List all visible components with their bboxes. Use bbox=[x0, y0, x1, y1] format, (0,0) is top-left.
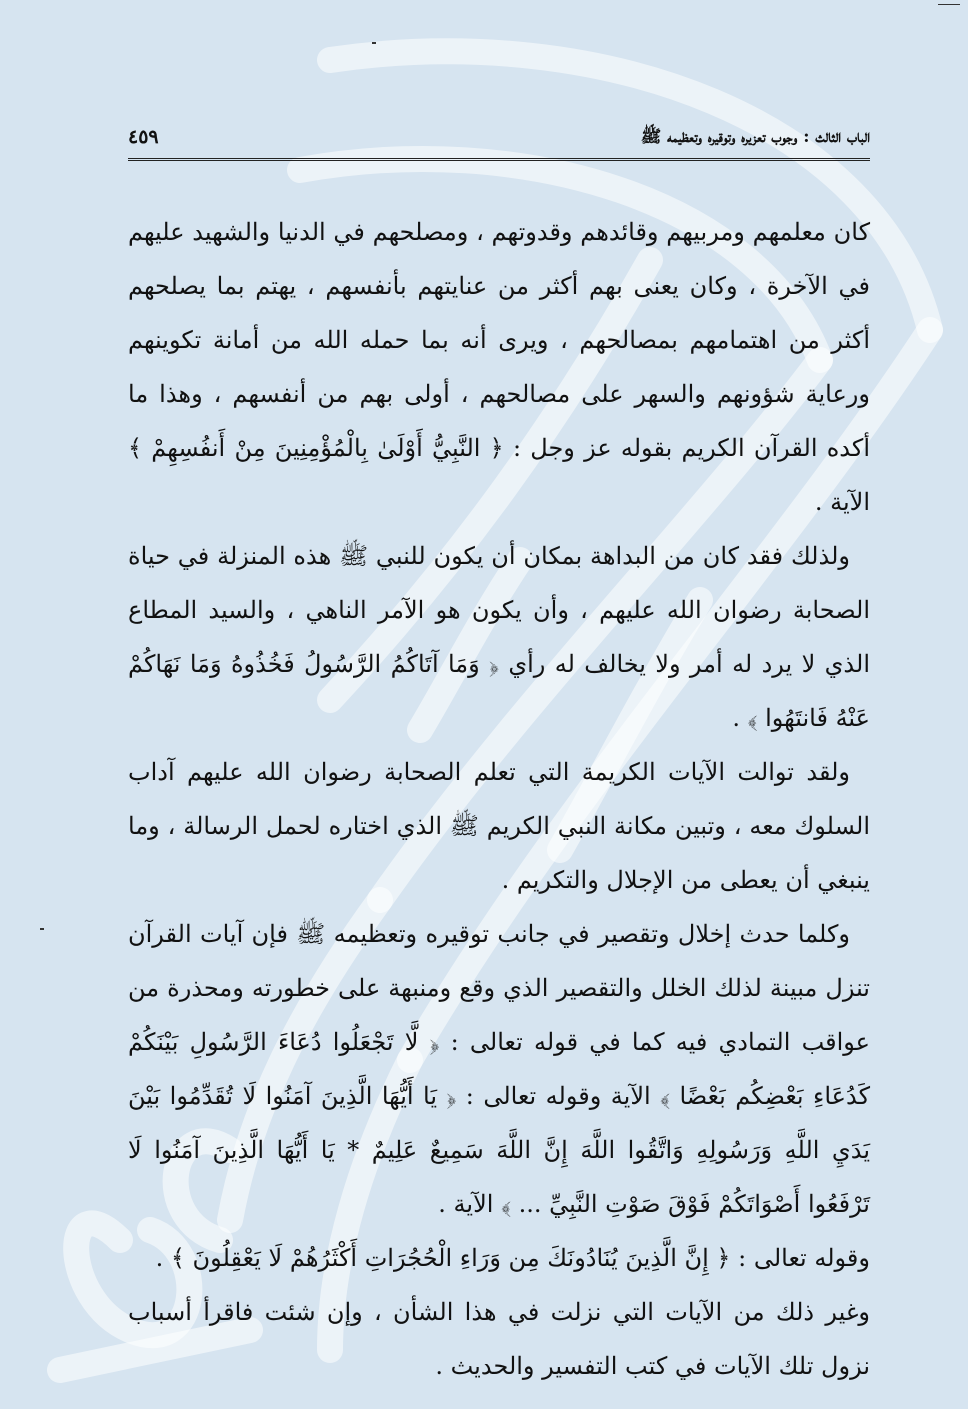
paragraph: كان معلمهم ومربيهم وقائدهم وقدوتهم ، ومصلحهم في الدنيا والشهيد عليهم في الآخرة ، وكان يعنى بهم أكثر من عنايتهم بأنفسهم ، يهتم بما يصلحهم أكثر من اهتمامهم بمصالحهم ، ويرى أنه بما حمله الله من أمانة تكوينهم ورعاية شؤونهم والسهر على مصالحهم ، أولى بهم من أنفسهم ، وهذا ما أكده القرآن الكريم بقوله عز وجل : ﴿ النَّبِيُّ أَوْلَىٰ بِالْمُؤْمِنِينَ مِنْ أَنفُسِهِمْ ﴾ الآية . bbox=[128, 218, 870, 516]
running-header bbox=[128, 118, 870, 158]
paragraph: وغير ذلك من الآيات التي نزلت في هذا الشأن ، وإن شئت فاقرأ أسباب نزول تلك الآيات في كتب التفسير والحديث . bbox=[128, 1298, 870, 1380]
scan-mark bbox=[40, 928, 44, 930]
scan-mark bbox=[372, 42, 376, 44]
header-divider bbox=[128, 158, 870, 161]
page-number: ٤٥٩ bbox=[128, 126, 159, 148]
paragraph: وقوله تعالى : ﴿ إِنَّ الَّذِينَ يُنَادُونَكَ مِن وَرَاءِ الْحُجُرَاتِ أَكْثَرُهُمْ لَا يَعْقِلُونَ ﴾ . bbox=[155, 1244, 870, 1272]
corner-mark bbox=[938, 4, 960, 5]
paragraph: ولقد توالت الآيات الكريمة التي تعلم الصحابة رضوان الله عليهم آداب السلوك معه ، وتبين مكانة النبي الكريم ﷺ الذي اختاره لحمل الرسالة ، وما ينبغي أن يعطى من الإجلال والتكريم . bbox=[128, 758, 870, 894]
chapter-title: الباب الثالث : وجوب تعزيره وتوقيره وتعظيمه ﷺ bbox=[640, 127, 870, 147]
body-text bbox=[128, 205, 870, 1393]
paragraph: وكلما حدث إخلال وتقصير في جانب توقيره وتعظيمه ﷺ فإن آيات القرآن تنزل مبينة لذلك الخلل والتقصير الذي وقع ومنبهة على خطورته ومحذرة من عواقب التمادي فيه كما في قوله تعالى : ﴿ لَّا تَجْعَلُوا دُعَاءَ الرَّسُولِ بَيْنَكُمْ كَدُعَاءِ بَعْضِكُم بَعْضًا ﴾ الآية وقوله تعالى : ﴿ يَا أَيُّهَا الَّذِينَ آمَنُوا لَا تُقَدِّمُوا بَيْنَ يَدَيِ اللَّهِ وَرَسُولِهِ وَاتَّقُوا اللَّهَ إِنَّ اللَّهَ سَمِيعٌ عَلِيمٌ * يَا أَيُّهَا الَّذِينَ آمَنُوا لَا تَرْفَعُوا أَصْوَاتَكُمْ فَوْقَ صَوْتِ النَّبِيِّ ... ﴾ الآية . bbox=[128, 920, 870, 1218]
paragraph: ولذلك فقد كان من البداهة بمكان أن يكون للنبي ﷺ هذه المنزلة في حياة الصحابة رضوان الله عليهم ، وأن يكون هو الآمر الناهي ، والسيد المطاع الذي لا يرد له أمر ولا يخالف له رأي ﴿ وَمَا آتَاكُمُ الرَّسُولُ فَخُذُوهُ وَمَا نَهَاكُمْ عَنْهُ فَانتَهُوا ﴾ . bbox=[128, 542, 870, 732]
